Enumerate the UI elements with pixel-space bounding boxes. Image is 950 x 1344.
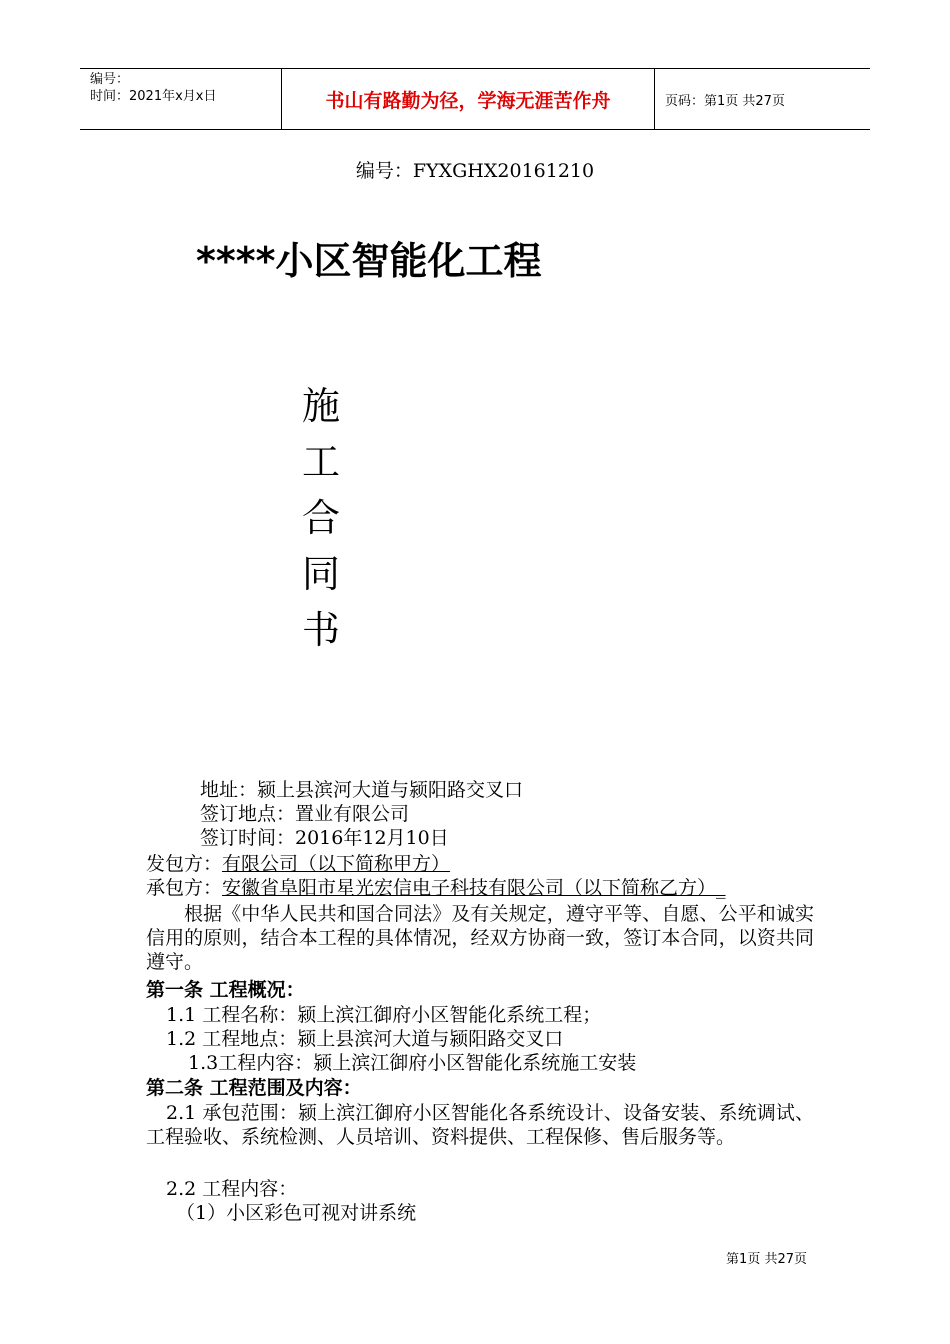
party-b-line	[146, 876, 726, 900]
article1-item: 1.2 工程地点：颍上县滨河大道与颍阳路交叉口	[166, 1028, 564, 1050]
address-line: 地址：颍上县滨河大道与颍阳路交叉口	[200, 779, 524, 801]
article2-content-item: （1）小区彩色可视对讲系统	[176, 1202, 417, 1224]
article2-heading: 第二条 工程范围及内容：	[146, 1077, 362, 1099]
document-number: 编号：FYXGHX20161210	[355, 160, 595, 182]
vertical-char: 同	[301, 552, 340, 596]
sign-time-line: 签订时间：2016年12月10日	[200, 827, 449, 849]
article2-scope: 2.1 承包范围：颍上滨江御府小区智能化各系统设计、设备安装、系统调试、工程验收、系统检测、人员培训、资料提供、工程保修、售后服务等。	[146, 1102, 814, 1148]
vertical-char: 书	[301, 608, 340, 652]
sign-place-line: 签订地点：置业有限公司	[200, 803, 410, 825]
vertical-title	[296, 378, 346, 658]
page-footer: 第1页 共27页	[726, 1252, 807, 1267]
article2-content-label: 2.2 工程内容：	[166, 1178, 298, 1200]
header-meta	[80, 69, 282, 129]
intro-paragraph: 根据《中华人民共和国合同法》及有关规定，遵守平等、自愿、公平和诚实信用的原则，结合本工程的具体情况，经双方协商一致，签订本合同，以资共同遵守。	[146, 903, 814, 973]
header-page-info: 页码：第1页 共27页	[665, 93, 785, 109]
vertical-char: 施	[301, 384, 340, 428]
party-a-value: 有限公司（以下简称甲方）	[222, 853, 451, 875]
party-a-label: 发包方：	[146, 853, 223, 875]
party-a-line	[146, 852, 450, 876]
article1-item: 1.1 工程名称：颍上滨江御府小区智能化系统工程；	[166, 1004, 602, 1026]
document-title: ****小区智能化工程	[196, 239, 542, 283]
header-slogan: 书山有路勤为径，学海无涯苦作舟	[282, 69, 655, 129]
article1-heading: 第一条 工程概况：	[146, 979, 305, 1001]
article1-item: 1.3工程内容：颍上滨江御府小区智能化系统施工安装	[188, 1052, 637, 1074]
party-b-label: 承包方：	[146, 877, 223, 899]
page-header	[80, 68, 870, 130]
party-b-value: 安徽省阜阳市星光宏信电子科技有限公司（以下简称乙方）_	[222, 877, 726, 899]
vertical-char: 工	[301, 440, 340, 484]
vertical-char: 合	[301, 496, 340, 540]
header-time: 时间：2021年x月x日	[90, 89, 217, 104]
header-number: 编号：	[90, 72, 130, 87]
